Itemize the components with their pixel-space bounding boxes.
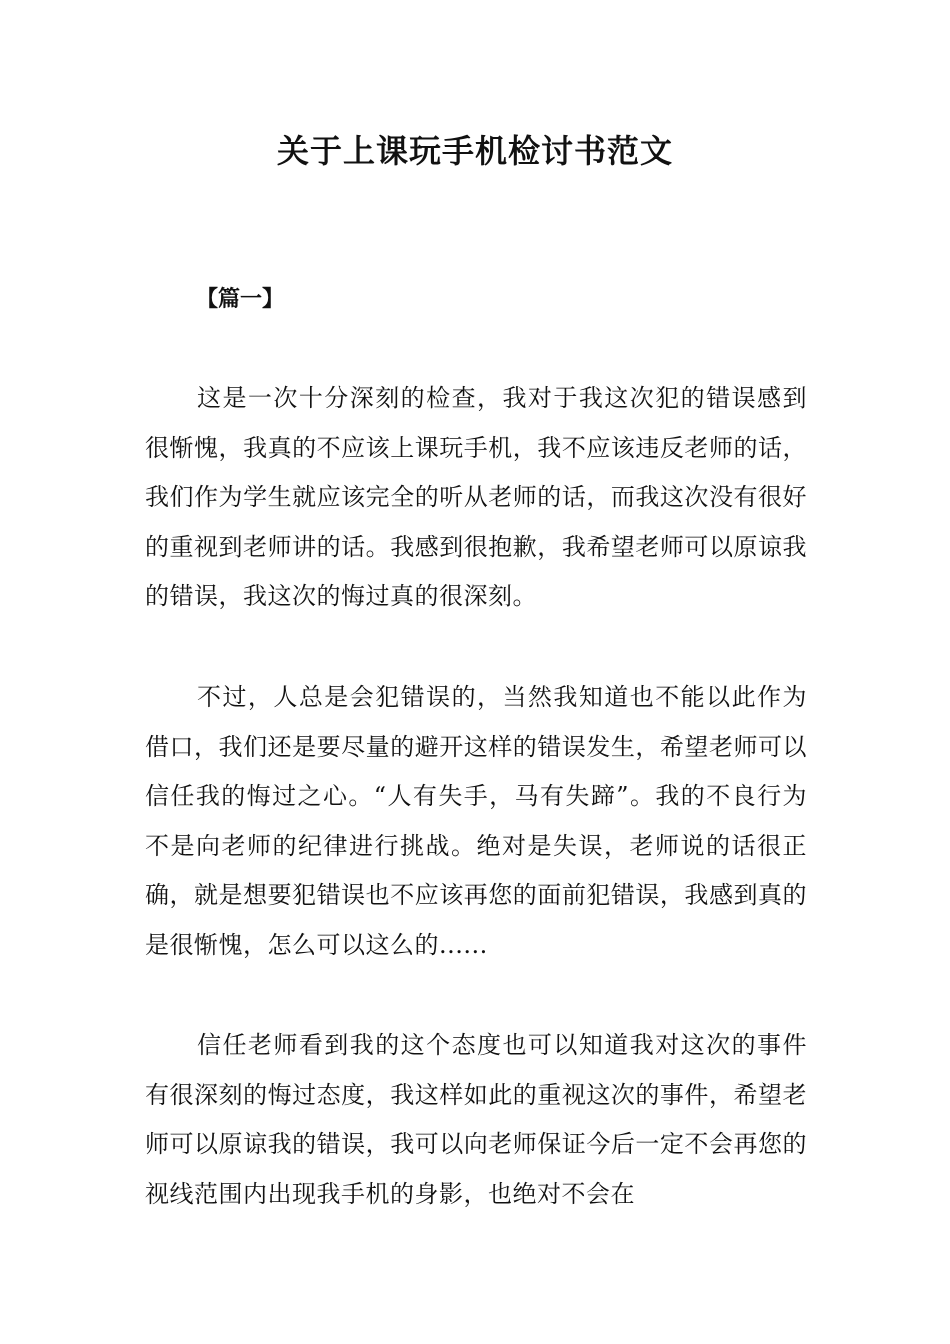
document-title: 关于上课玩手机检讨书范文: [276, 132, 673, 170]
paragraph-3: 信任老师看到我的这个态度也可以知道我对这次的事件有很深刻的悔过态度，我这样如此的重视这次的事件，希望老师可以原谅我的错误，我可以向老师保证今后一定不会再您的视线范围内出现我手机的身影，也绝对不会在: [145, 1031, 807, 1208]
paragraph-1: 这是一次十分深刻的检查，我对于我这次犯的错误感到很惭愧，我真的不应该上课玩手机，我不应该违反老师的话，我们作为学生就应该完全的听从老师的话，而我这次没有很好的重视到老师讲的话。我感到很抱歉，我希望老师可以原谅我的错误，我这次的悔过真的很深刻。: [145, 384, 807, 610]
paragraph-2: 不过，人总是会犯错误的，当然我知道也不能以此作为借口，我们还是要尽量的避开这样的错误发生，希望老师可以信任我的悔过之心。“人有失手，马有失蹄”。我的不良行为不是向老师的纪律进行挑战。绝对是失误，老师说的话很正确，就是想要犯错误也不应该再您的面前犯错误，我感到真的是很惭愧，怎么可以这么的......: [145, 683, 807, 959]
section-label: 【篇一】: [196, 287, 285, 312]
